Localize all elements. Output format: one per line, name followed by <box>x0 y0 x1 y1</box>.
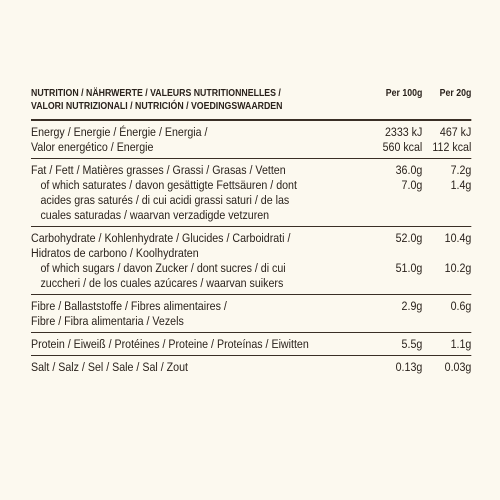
saturates-20g: 1.4g <box>450 178 472 192</box>
fat-100g: 36.0g <box>395 163 423 177</box>
spacer <box>368 314 422 329</box>
column-header-per-100g: Per 100g <box>385 88 423 99</box>
table-header <box>31 87 471 121</box>
energy-kj-100g: 2333 kJ <box>384 125 423 139</box>
carbohydrate-100g: 52.0g <box>395 231 423 245</box>
fibre-group <box>31 295 471 333</box>
table-row <box>31 299 471 314</box>
table-title-line: NUTRITION / NÄHRWERTE / VALEURS NUTRITIONNELLES / <box>31 88 281 99</box>
table-row <box>31 314 471 329</box>
protein-group <box>31 333 471 356</box>
sugars-100g: 51.0g <box>395 261 423 275</box>
spacer <box>428 314 471 329</box>
saturates-label <box>31 178 368 193</box>
energy-kj-20g: 467 kJ <box>439 125 472 139</box>
saturates-label-line: acides gras saturés / di cui acidi grassi saturi / de las <box>40 193 290 207</box>
saturates-100g: 7.0g <box>401 178 423 192</box>
saturates-label-line: of which saturates / davon gesättigte Fettsäuren / dont <box>40 178 297 192</box>
sugars-label-line: zuccheri / de los cuales azúcares / waarvan suikers <box>40 276 284 290</box>
table-row <box>31 140 471 155</box>
spacer <box>428 276 471 291</box>
table-row <box>31 125 471 140</box>
table-row <box>31 360 471 375</box>
saturates-label <box>31 208 368 223</box>
carbohydrate-20g: 10.4g <box>444 231 472 245</box>
spacer <box>368 276 422 291</box>
energy-label: Valor energético / Energie <box>31 140 154 154</box>
column-header-per-20g: Per 20g <box>439 88 472 99</box>
fibre-20g: 0.6g <box>450 299 472 313</box>
sugars-label-line: of which sugars / davon Zucker / dont sucres / di cui <box>40 261 286 275</box>
energy-kcal-100g: 560 kcal <box>382 140 423 154</box>
table-row <box>31 261 471 276</box>
fibre-label: Fibre / Ballaststoffe / Fibres alimentaires / <box>31 299 227 313</box>
fibre-label: Fibre / Fibra alimentaria / Vezels <box>31 314 184 328</box>
spacer <box>368 208 422 223</box>
carbohydrate-label: Hidratos de carbono / Koolhydraten <box>31 246 199 260</box>
salt-100g: 0.13g <box>395 360 423 374</box>
table-title <box>31 87 368 113</box>
table-row <box>31 337 471 352</box>
table-row <box>31 208 471 223</box>
table-title-line: VALORI NUTRIZIONALI / NUTRICIÓN / VOEDINGSWAARDEN <box>31 101 283 112</box>
table-row <box>31 231 471 246</box>
table-row <box>31 246 471 261</box>
saturates-label-line: cuales saturadas / waarvan verzadigde vetzuren <box>40 208 270 222</box>
protein-label: Protein / Eiweiß / Protéines / Proteine / Proteínas / Eiwitten <box>31 337 309 351</box>
spacer <box>368 246 422 261</box>
fat-20g: 7.2g <box>450 163 472 177</box>
table-row <box>31 163 471 178</box>
salt-group <box>31 356 471 378</box>
carbohydrate-group <box>31 227 471 295</box>
sugars-label <box>31 261 368 276</box>
saturates-label <box>31 193 368 208</box>
carbohydrate-label: Carbohydrate / Kohlenhydrate / Glucides / Carboidrati / <box>31 231 291 245</box>
spacer <box>428 246 471 261</box>
sugars-20g: 10.2g <box>444 261 472 275</box>
protein-20g: 1.1g <box>450 337 472 351</box>
energy-group <box>31 121 471 159</box>
fat-label: Fat / Fett / Matières grasses / Grassi / Grasas / Vetten <box>31 163 286 177</box>
nutrition-table <box>31 87 471 378</box>
spacer <box>428 208 471 223</box>
fat-group <box>31 159 471 227</box>
salt-20g: 0.03g <box>444 360 472 374</box>
table-row <box>31 276 471 291</box>
fibre-100g: 2.9g <box>401 299 423 313</box>
protein-100g: 5.5g <box>401 337 423 351</box>
energy-label: Energy / Energie / Énergie / Energia / <box>31 125 208 139</box>
energy-kcal-20g: 112 kcal <box>432 140 472 154</box>
sugars-label <box>31 276 368 291</box>
salt-label: Salt / Salz / Sel / Sale / Sal / Zout <box>31 360 188 374</box>
